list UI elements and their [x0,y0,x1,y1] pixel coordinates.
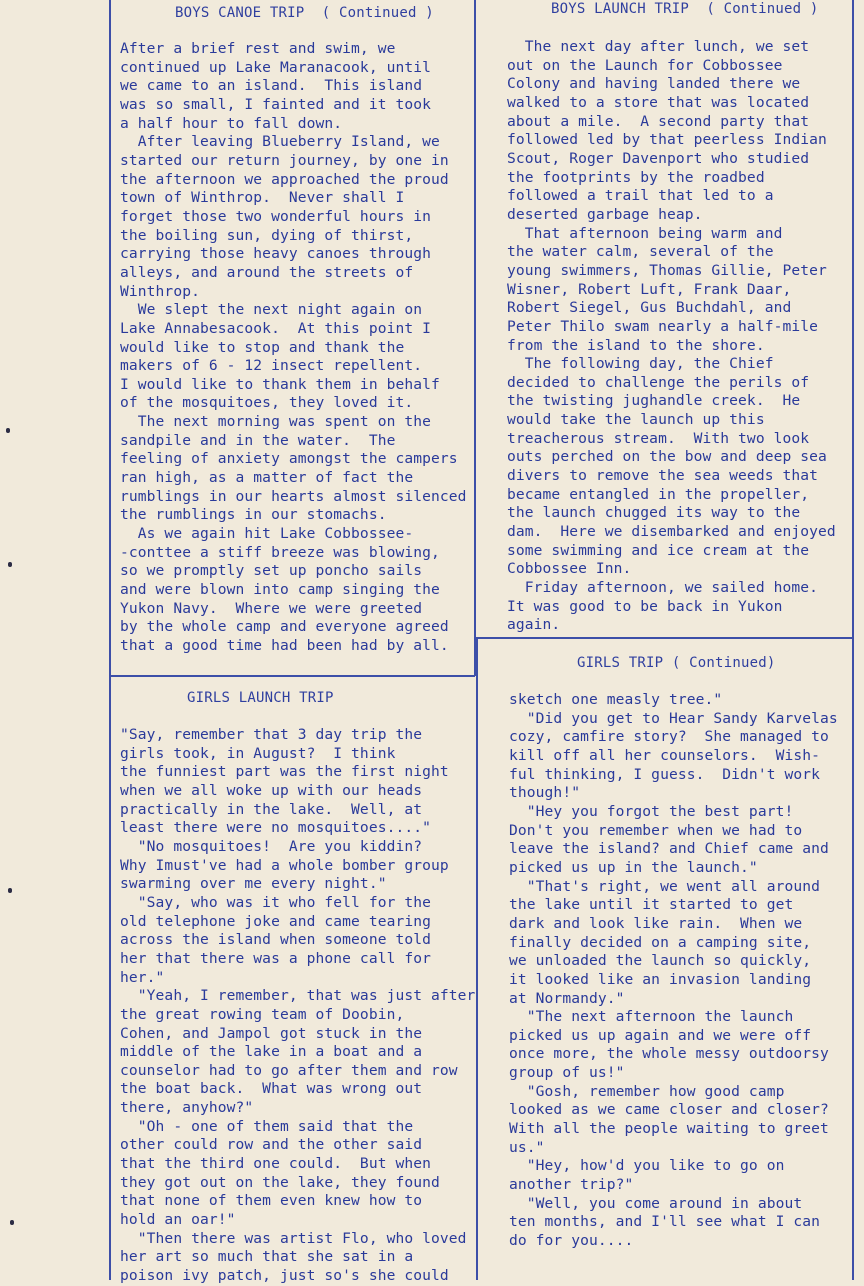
girls-launch-trip-heading: GIRLS LAUNCH TRIP [187,690,334,706]
binder-hole [10,1220,14,1225]
column-divider-upper [474,0,476,676]
boys-canoe-trip-heading: BOYS CANOE TRIP ( Continued ) [175,5,434,21]
section-divider-left [109,675,475,677]
section-divider-right [476,637,854,639]
boys-launch-trip-heading: BOYS LAUNCH TRIP ( Continued ) [551,1,819,17]
girls-trip-continued-text: sketch one measly tree." "Did you get to Hear Sandy Karvelas cozy, camfire story? She managed to kill off all her counselors. Wish- ful thinking, I guess. Didn't work though!" "Hey you forgot the best part! Don't you remember when we had to leave the island? and Chief came and picked us up in the launch." "That's right, we went all around the lake until it started to get dark and look like rain. When we finally decided on a camping site, we unloaded the launch so quickly, it looked like an invasion landing at Normandy." "The next afternoon the launch picked us up again and we were off once more, the whole messy outdoorsy group of us!" "Gosh, remember how good camp looked as we came closer and closer? With all the people waiting to greet us." "Hey, how'd you like to go on another trip?" "Well, you come around in about ten months, and I'll see what I can do for you.... [509,691,838,1250]
binder-hole [8,562,12,567]
column-divider-lower [476,638,478,1280]
binder-hole [8,888,12,893]
left-margin-rule [109,0,111,1280]
binder-hole [6,428,10,433]
girls-trip-continued-heading: GIRLS TRIP ( Continued) [577,655,776,671]
boys-launch-trip-text: The next day after lunch, we set out on the Launch for Cobbossee Colony and having landed there we walked to a store that was located about a mile. A second party that followed led by that peerless Indian Scout, Roger Davenport who studied the footprints by the roadbed followed a trail that led to a deserted garbage heap. That afternoon being warm and the water calm, several of the young swimmers, Thomas Gillie, Peter Wisner, Robert Luft, Frank Daar, Robert Siegel, Gus Buchdahl, and Peter Thilo swam nearly a half-mile from the island to the shore. The following day, the Chief decided to challenge the perils of the twisting jughandle creek. He would take the launch up this treacherous stream. With two look outs perched on the bow and deep sea divers to remove the sea weeds that became entangled in the propeller, the launch chugged its way to the dam. Here we disembarked and enjoyed some swimming and ice cream at the Cobbossee Inn. Friday afternoon, we sailed home. It was good to be back in Yukon again. [507,38,836,634]
boys-canoe-trip-text: After a brief rest and swim, we continued up Lake Maranacook, until we came to an island. This island was so small, I fainted and it took a half hour to fall down. After leaving Blueberry Island, we started our return journey, by one in the afternoon we approached the proud town of Winthrop. Never shall I forget those two wonderful hours in the boiling sun, dying of thirst, carrying those heavy canoes through alleys, and around the streets of Winthrop. We slept the next night again on Lake Annabesacook. At this point I would like to stop and thank the makers of 6 - 12 insect repellent. I would like to thank them in behalf of the mosquitoes, they loved it. The next morning was spent on the sandpile and in the water. The feeling of anxiety amongst the campers ran high, as a matter of fact the rumblings in our hearts almost silenced the rumblings in our stomachs. As we again hit Lake Cobbossee- -conttee a stiff breeze was blowing, so we promptly set up poncho sails and were blown into camp singing the Yukon Navy. Where we were greeted by the whole camp and everyone agreed that a good time had been had by all. [120,40,467,654]
girls-launch-trip-text: "Say, remember that 3 day trip the girls took, in August? I think the funniest part was the first night when we all woke up with our heads practically in the lake. Well, at least there were no mosquitoes...." "No mosquitoes! Are you kiddin? Why Imust've had a whole bomber group swarming over me every night." "Say, who was it who fell for the old telephone joke and came tearing across the island when someone told her that there was a phone call for her." "Yeah, I remember, that was just after the great rowing team of Doobin, Cohen, and Jampol got stuck in the middle of the lake in a boat and a counselor had to go after them and row the boat back. What was wrong out there, anyhow?" "Oh - one of them said that the other could row and the other said that the third one could. But when they got out on the lake, they found that none of them even knew how to hold an oar!" "Then there was artist Flo, who loved her art so much that she sat in a poison ivy patch, just so's she could [120,726,476,1285]
right-margin-rule [852,0,854,1280]
